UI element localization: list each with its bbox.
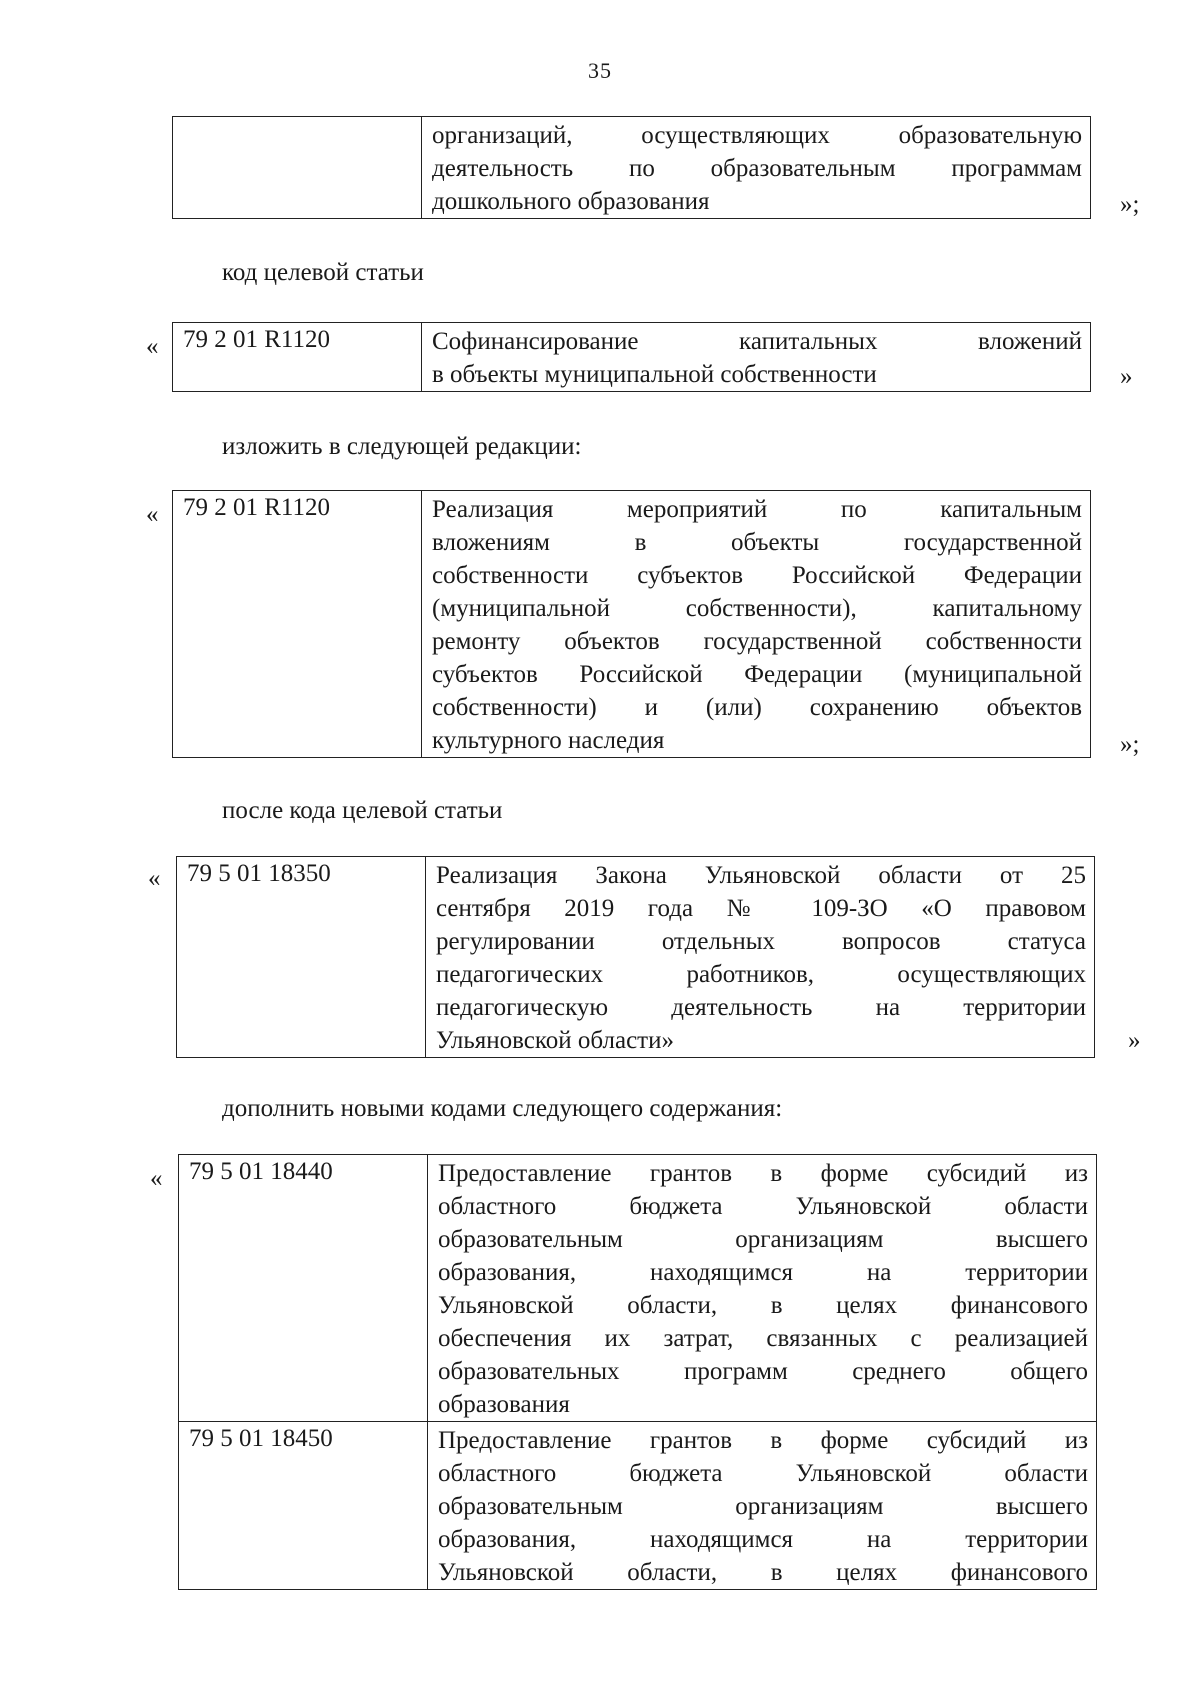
target-article-name	[428, 1422, 1097, 1590]
target-article-code	[173, 117, 422, 219]
target-article-name	[422, 323, 1091, 392]
opening-quote: «	[148, 865, 161, 892]
paragraph-add-codes: дополнить новыми кодами следующего содержания:	[222, 1095, 783, 1122]
text-line: регулировании отдельных вопросов статуса	[436, 928, 1086, 955]
table-original-code	[172, 322, 1091, 392]
closing-quote: »;	[1120, 191, 1140, 218]
text-line: культурного наследия	[432, 727, 665, 754]
target-article-name	[422, 491, 1091, 758]
table-row	[173, 117, 1091, 219]
page-number: 35	[588, 58, 612, 83]
text-line: областного бюджета Ульяновской области	[438, 1193, 1088, 1220]
text-line: педагогическую деятельность на территории	[436, 994, 1086, 1021]
text-line: образования, находящимся на территории	[438, 1526, 1088, 1553]
text-line: в объекты муниципальной собственности	[432, 361, 877, 388]
text-line: собственности) и (или) сохранению объектов	[432, 694, 1082, 721]
text-line: педагогических работников, осуществляющих	[436, 961, 1086, 988]
text-line: образовательных программ среднего общего	[438, 1358, 1088, 1385]
text-line: Реализация мероприятий по капитальным	[432, 496, 1082, 523]
opening-quote: «	[146, 501, 159, 528]
target-article-code: 79 5 01 18350	[177, 857, 426, 1058]
text-line: областного бюджета Ульяновской области	[438, 1460, 1088, 1487]
text-line: Софинансирование капитальных вложений	[432, 328, 1082, 355]
opening-quote: «	[146, 333, 159, 360]
text-line: вложениям в объекты государственной	[432, 529, 1082, 556]
table-row	[177, 857, 1095, 1058]
text-line: Ульяновской области, в целях финансового	[438, 1292, 1088, 1319]
target-article-name	[422, 117, 1091, 219]
text-line: сентября 2019 года № 109-ЗО «О правовом	[436, 895, 1086, 922]
text-line: (муниципальной собственности), капитальному	[432, 595, 1082, 622]
table-row	[173, 323, 1091, 392]
text-line: образования, находящимся на территории	[438, 1259, 1088, 1286]
text-line: организаций, осуществляющих образовательную	[432, 122, 1082, 149]
table-new-edition	[172, 490, 1091, 758]
text-line: обеспечения их затрат, связанных с реализацией	[438, 1325, 1088, 1352]
text-line: Предоставление грантов в форме субсидий из	[438, 1160, 1088, 1187]
target-article-code: 79 2 01 R1120	[173, 323, 422, 392]
target-article-name	[426, 857, 1095, 1058]
text-line: ремонту объектов государственной собственности	[432, 628, 1082, 655]
text-line: Реализация Закона Ульяновской области от 25	[436, 862, 1086, 889]
text-line: образовательным организациям высшего	[438, 1226, 1088, 1253]
table-row	[179, 1155, 1097, 1422]
closing-quote: »;	[1120, 731, 1140, 758]
paragraph-new-edition: изложить в следующей редакции:	[222, 433, 582, 460]
opening-quote: «	[150, 1165, 163, 1192]
table-row	[179, 1422, 1097, 1590]
text-line: образовательным организациям высшего	[438, 1493, 1088, 1520]
text-line: дошкольного образования	[432, 188, 710, 215]
text-line: собственности субъектов Российской Федерации	[432, 562, 1082, 589]
paragraph-code-article: код целевой статьи	[222, 259, 424, 286]
closing-quote: »	[1120, 363, 1133, 390]
target-article-code: 79 2 01 R1120	[173, 491, 422, 758]
target-article-code: 79 5 01 18440	[179, 1155, 428, 1422]
closing-quote: »	[1128, 1027, 1141, 1054]
text-line: деятельность по образовательным программам	[432, 155, 1082, 182]
target-article-name	[428, 1155, 1097, 1422]
text-line: образования	[438, 1391, 570, 1418]
text-line: субъектов Российской Федерации (муниципальной	[432, 661, 1082, 688]
table-row	[173, 491, 1091, 758]
table-new-codes	[178, 1154, 1097, 1590]
table-after-code	[176, 856, 1095, 1058]
target-article-code: 79 5 01 18450	[179, 1422, 428, 1590]
text-line: Предоставление грантов в форме субсидий из	[438, 1427, 1088, 1454]
text-line: Ульяновской области, в целях финансового	[438, 1559, 1088, 1586]
paragraph-after-code: после кода целевой статьи	[222, 797, 503, 824]
table-continuation	[172, 116, 1091, 219]
text-line: Ульяновской области»	[436, 1027, 674, 1054]
